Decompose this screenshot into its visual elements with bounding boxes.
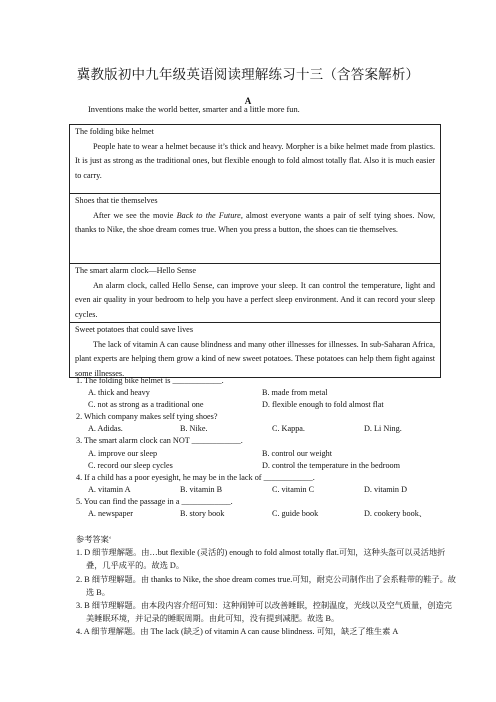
section-label: A <box>244 96 252 106</box>
question-5: 5. You can find the passage in a ____________. <box>76 496 233 506</box>
question-4: 4. If a child has a poor eyesight, he may be in the lack of ____________. <box>76 472 315 482</box>
question-1: 1. The folding bike helmet is ____________. <box>76 376 224 385</box>
option: D. Li Ning. <box>364 424 402 434</box>
answer-4: 4. A 细节理解题。由 The lack (缺乏) of vitamin A can cause blindness. 可知，缺乏了维生素 A <box>76 627 399 637</box>
intro-sentence: Inventions make the world better, smarter and a little more fun. <box>88 105 300 114</box>
passage-box-helmet <box>69 124 441 194</box>
passage-heading: Sweet potatoes that could save lives <box>75 325 194 334</box>
option: A. improve our sleep <box>88 448 158 458</box>
passage-box-shoes <box>69 193 441 264</box>
passage-heading: Shoes that tie themselves <box>75 196 158 205</box>
option: B. made from metal <box>262 388 328 398</box>
option: C. Kappa. <box>272 424 305 434</box>
option: B. story book <box>180 509 225 519</box>
option: D. control the temperature in the bedroom <box>262 460 401 470</box>
document-title: 冀教版初中九年级英语阅读理解练习十三（含答案解析） <box>76 67 420 82</box>
question-1-options <box>76 387 476 399</box>
question-1-options <box>76 399 476 411</box>
option: C. guide book <box>272 509 319 519</box>
option: A. thick and heavy <box>88 388 150 398</box>
option: D. vitamin D <box>364 484 407 494</box>
option: A. vitamin A <box>88 484 131 494</box>
question-2: 2. Which company makes self tying shoes? <box>76 412 218 422</box>
option: B. control our weight <box>262 448 333 458</box>
passage-text: The lack of vitamin A can cause blindness and many other illnesses for illnesses. In sub-Saharan Africa, plant experts are helping them grow a kind of new sweet potatoes. These potatoes can help them fight against some illnesses. <box>75 339 435 378</box>
question-list <box>76 375 476 520</box>
passage-heading: The folding bike helmet <box>75 127 154 136</box>
answer-3: 3. B 细节理解题。由本段内容介绍可知：这种闹钟可以改善睡眠，控制温度，光线以及空气质量，创造完美睡眠环境，并记录的睡眠周期。由此可知，没有提到减肥。故选 B。 <box>76 601 452 624</box>
question-3-options <box>76 460 476 472</box>
passage-text: An alarm clock, called Hello Sense, can improve your sleep. It can control the temperature, light and even air quality in your bedroom to help you have a perfect sleep environment. And it can record your sleep cycles. <box>75 280 435 319</box>
passage-text: After we see the movie Back to the Future, almost everyone wants a pair of self tying shoes. Now, thanks to Nike, the shoe dream comes true. When you press a button, the shoes can tie themselves. <box>75 210 435 234</box>
movie-title: Back to the Future <box>176 210 241 220</box>
passage-heading: The smart alarm clock—Hello Sense <box>75 266 196 275</box>
option: D. flexible enough to fold almost flat <box>262 400 384 410</box>
option: C. not as strong as a traditional one <box>88 400 204 410</box>
answer-2: 2. B 细节理解题。由 thanks to Nike, the shoe dream comes true.可知，耐克公司制作出了会系鞋带的鞋子。故选 B。 <box>76 574 456 597</box>
question-4-options <box>76 484 476 496</box>
option: C. record our sleep cycles <box>88 460 173 470</box>
question-2-options <box>76 423 476 435</box>
option: B. Nike. <box>180 424 208 434</box>
question-3-options <box>76 448 476 460</box>
option: D. cookery book、 <box>364 509 427 519</box>
option: A. newspaper <box>88 509 134 519</box>
option: A. Adidas. <box>88 424 123 434</box>
option: C. vitamin C <box>272 484 315 494</box>
answer-1: 1. D 细节理解题。由…but flexible (灵活的) enough to fold almost totally flat.可知，这种头盔可以灵活地折叠，几乎成平的。故选 D。 <box>76 548 446 571</box>
question-3: 3. The smart alarm clock can NOT ____________. <box>76 436 243 446</box>
passage-box-sweet-potatoes <box>69 322 441 378</box>
answer-key <box>76 533 456 639</box>
passage-box-alarm-clock <box>69 263 441 323</box>
answer-key-heading: 参考答案‘ <box>76 535 112 544</box>
option: B. vitamin B <box>180 484 223 494</box>
question-5-options <box>76 508 476 520</box>
passage-text: People hate to wear a helmet because it’s thick and heavy. Morpher is a bike helmet made from plastics. It is just as strong as the traditional ones, but flexible enough to fold almost totally flat. Also it is much easier to carry. <box>75 141 435 180</box>
